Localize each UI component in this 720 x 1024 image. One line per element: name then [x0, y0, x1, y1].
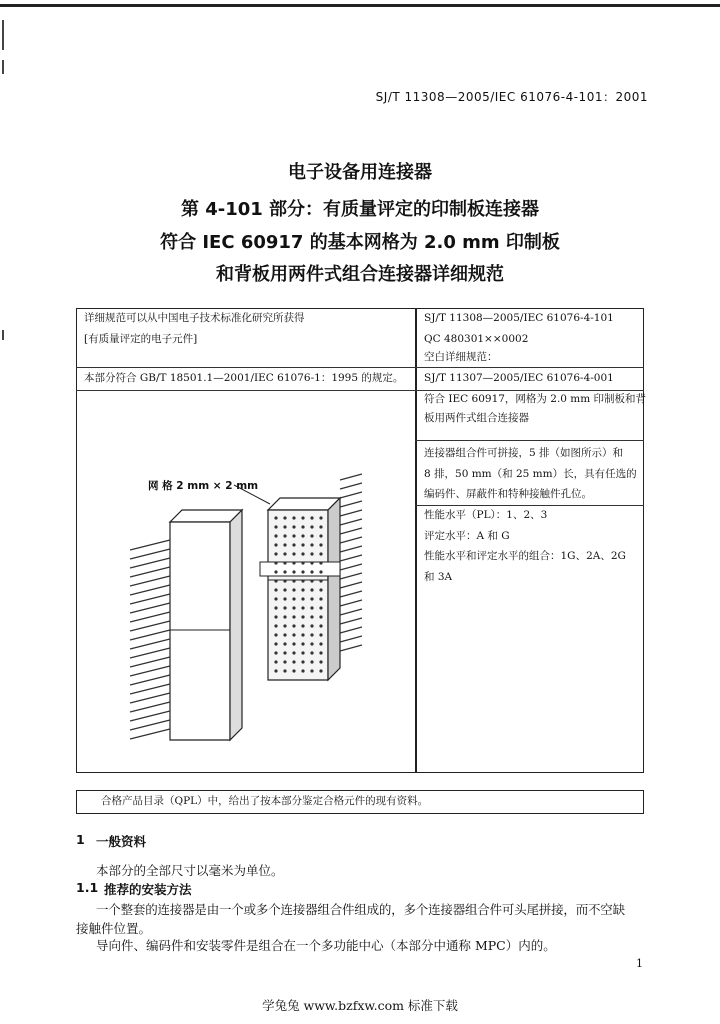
contact-dot [274, 516, 277, 519]
contact-dot [319, 633, 322, 636]
performance-line: 评定水平：A 和 G [424, 530, 510, 542]
pin [130, 684, 170, 694]
pin [130, 729, 170, 739]
pin [340, 618, 362, 624]
title-line-4: 和背板用两件式组合连接器详细规范 [216, 264, 504, 285]
contact-dot [283, 534, 286, 537]
contact-dot [283, 651, 286, 654]
pin [340, 564, 362, 570]
contact-dot [283, 552, 286, 555]
component-category: [有质量评定的电子元件] [84, 333, 198, 345]
contact-dot [301, 606, 304, 609]
contact-dot [310, 588, 313, 591]
contact-dot [310, 624, 313, 627]
pin [130, 576, 170, 586]
contact-dot [319, 552, 322, 555]
section-title: 推荐的安装方法 [104, 882, 192, 897]
contact-dot [319, 606, 322, 609]
pin [130, 612, 170, 622]
contact-dot [310, 579, 313, 582]
contact-dot [310, 597, 313, 600]
pin [340, 501, 362, 507]
contact-dot [283, 606, 286, 609]
pin [130, 675, 170, 685]
feature-line: 连接器组合件可拼接，5 排（如图所示）和 [424, 447, 624, 459]
footer-watermark: 学兔兔 www.bzfxw.com 标准下载 [262, 998, 458, 1013]
contact-dot [310, 615, 313, 618]
contact-dot [283, 561, 286, 564]
contact-dot [301, 669, 304, 672]
spec-number: SJ/T 11308—2005/IEC 61076-4-101 [424, 312, 614, 324]
contact-dot [301, 660, 304, 663]
contact-dot [301, 543, 304, 546]
pin [130, 594, 170, 604]
contact-dot [301, 651, 304, 654]
blank-spec-label: 空白详细规范： [424, 351, 498, 363]
contact-dot [274, 615, 277, 618]
contact-dot [319, 642, 322, 645]
description-line: 板用两件式组合连接器 [424, 412, 529, 424]
pin [130, 558, 170, 568]
pin [340, 591, 362, 597]
pin [340, 510, 362, 516]
contact-dot [274, 651, 277, 654]
feature-line: 8 排，50 mm（和 25 mm）长，具有任选的 [424, 468, 637, 480]
contact-dot [301, 525, 304, 528]
contact-dot [319, 570, 322, 573]
contact-dot [319, 615, 322, 618]
pin [130, 648, 170, 658]
pin [340, 636, 362, 642]
contact-dot [292, 516, 295, 519]
pin [340, 537, 362, 543]
contact-dot [283, 588, 286, 591]
contact-dot [310, 561, 313, 564]
contact-dot [274, 633, 277, 636]
pin [130, 711, 170, 721]
contact-dot [310, 669, 313, 672]
pin [130, 702, 170, 712]
pin [130, 621, 170, 631]
availability-note: 详细规范可以从中国电子技术标准化研究所获得 [84, 312, 305, 324]
contact-dot [274, 534, 277, 537]
contact-dot [274, 597, 277, 600]
contact-dot [274, 669, 277, 672]
contact-dot [301, 552, 304, 555]
grid-size-label: 网 格 2 mm × 2 mm [148, 480, 259, 492]
contact-dot [301, 561, 304, 564]
contact-dot [292, 606, 295, 609]
pin [130, 639, 170, 649]
contact-dot [319, 597, 322, 600]
contact-dot [319, 624, 322, 627]
contact-dot [283, 579, 286, 582]
contact-dot [310, 633, 313, 636]
description-line: 符合 IEC 60917，网格为 2.0 mm 印制板和背 [424, 393, 647, 405]
table-row-divider [415, 440, 644, 441]
contact-dot [283, 660, 286, 663]
pin [340, 492, 362, 498]
contact-dot [292, 579, 295, 582]
page-number: 1 [636, 957, 643, 970]
contact-dot [301, 579, 304, 582]
contact-dot [292, 525, 295, 528]
contact-dot [319, 543, 322, 546]
contact-dot [292, 615, 295, 618]
contact-dot [292, 633, 295, 636]
contact-dot [301, 588, 304, 591]
qc-number: QC 480301××0002 [424, 333, 529, 345]
contact-dot [283, 669, 286, 672]
scan-edge-mark [2, 20, 4, 50]
blank-spec-number: SJ/T 11307—2005/IEC 61076-4-001 [424, 372, 614, 384]
paragraph: 本部分的全部尺寸以毫米为单位。 [96, 863, 284, 878]
contact-dot [274, 579, 277, 582]
contact-dot [283, 597, 286, 600]
pin [130, 567, 170, 577]
pin [340, 645, 362, 651]
pin [340, 627, 362, 633]
contact-dot [274, 642, 277, 645]
pin [130, 630, 170, 640]
contact-dot [319, 561, 322, 564]
contact-dot [283, 615, 286, 618]
contact-dot [319, 588, 322, 591]
scan-edge-mark [2, 60, 4, 74]
contact-dot [292, 561, 295, 564]
performance-line: 性能水平和评定水平的组合：1G、2A、2G [424, 550, 626, 562]
contact-dot [292, 588, 295, 591]
contact-dot [292, 642, 295, 645]
paragraph: 接触件位置。 [76, 921, 152, 936]
contact-dot [274, 543, 277, 546]
contact-dot [283, 570, 286, 573]
pin [130, 720, 170, 730]
contact-dot [310, 642, 313, 645]
section-number: 1.1 [76, 880, 99, 895]
contact-dot [292, 651, 295, 654]
contact-dot [274, 660, 277, 663]
contact-dot [274, 552, 277, 555]
contact-dot [292, 570, 295, 573]
pin [340, 600, 362, 606]
contact-dot [274, 561, 277, 564]
section-title: 一般资料 [96, 834, 147, 849]
contact-dot [310, 606, 313, 609]
standard-number: SJ/T 11308—2005/IEC 61076-4-101：2001 [375, 90, 648, 104]
contact-dot [310, 525, 313, 528]
contact-dot [283, 543, 286, 546]
contact-dot [283, 624, 286, 627]
qpl-note: 合格产品目录（QPL）中，给出了按本部分鉴定合格元件的现有资料。 [76, 790, 644, 814]
contact-dot [319, 669, 322, 672]
contact-dot [301, 642, 304, 645]
contact-dot [301, 615, 304, 618]
scan-edge-mark [2, 330, 4, 340]
pin [340, 546, 362, 552]
title-line-3: 符合 IEC 60917 的基本网格为 2.0 mm 印制板 [160, 232, 560, 253]
contact-dot [292, 624, 295, 627]
contact-dot [301, 570, 304, 573]
pin [340, 582, 362, 588]
contact-dot [283, 525, 286, 528]
contact-dot [283, 516, 286, 519]
contact-dot [310, 651, 313, 654]
pin [130, 603, 170, 613]
contact-dot [292, 597, 295, 600]
contact-dot [301, 516, 304, 519]
contact-dot [274, 570, 277, 573]
contact-dot [283, 633, 286, 636]
contact-dot [292, 669, 295, 672]
conformance-note: 本部分符合 GB/T 18501.1—2001/IEC 61076-1：1995 的规定。 [84, 372, 404, 384]
contact-dot [310, 534, 313, 537]
connector-illustration [100, 440, 410, 760]
contact-dot [292, 543, 295, 546]
table-column-divider [415, 308, 417, 773]
contact-dot [319, 660, 322, 663]
contact-dot [274, 606, 277, 609]
contact-dot [319, 525, 322, 528]
pin [340, 474, 362, 480]
pin [130, 585, 170, 595]
pin [130, 540, 170, 550]
contact-dot [319, 534, 322, 537]
contact-dot [319, 651, 322, 654]
contact-dot [274, 588, 277, 591]
pin [130, 693, 170, 703]
pin [130, 549, 170, 559]
title-line-2: 第 4-101 部分：有质量评定的印制板连接器 [180, 199, 540, 220]
contact-dot [301, 633, 304, 636]
contact-dot [292, 552, 295, 555]
performance-line: 和 3A [424, 571, 453, 583]
pin [340, 555, 362, 561]
contact-dot [301, 624, 304, 627]
contact-dot [310, 552, 313, 555]
section-number: 1 [76, 832, 85, 847]
contact-dot [319, 579, 322, 582]
contact-dot [274, 624, 277, 627]
performance-line: 性能水平（PL）：1、2、3 [424, 509, 548, 521]
paragraph: 一个整套的连接器是由一个或多个连接器组合件组成的，多个连接器组合件可头尾拼接，而不空缺 [96, 902, 625, 917]
pin [340, 528, 362, 534]
contact-dot [301, 534, 304, 537]
pin [340, 483, 362, 489]
contact-dot [319, 516, 322, 519]
pin [340, 609, 362, 615]
pin [130, 666, 170, 676]
contact-dot [310, 516, 313, 519]
pin [340, 519, 362, 525]
paragraph: 导向件、编码件和安装零件是组合在一个多功能中心（本部分中通称 MPC）内的。 [96, 938, 556, 953]
contact-dot [292, 660, 295, 663]
pin [130, 657, 170, 667]
top-border-line [0, 4, 720, 7]
contact-dot [310, 660, 313, 663]
title-line-1: 电子设备用连接器 [288, 162, 432, 183]
contact-dot [301, 597, 304, 600]
contact-dot [310, 570, 313, 573]
pin [340, 573, 362, 579]
feature-line: 编码件、屏蔽件和特种接触件孔位。 [424, 488, 592, 500]
contact-dot [310, 543, 313, 546]
contact-dot [292, 534, 295, 537]
contact-dot [283, 642, 286, 645]
contact-dot [274, 525, 277, 528]
